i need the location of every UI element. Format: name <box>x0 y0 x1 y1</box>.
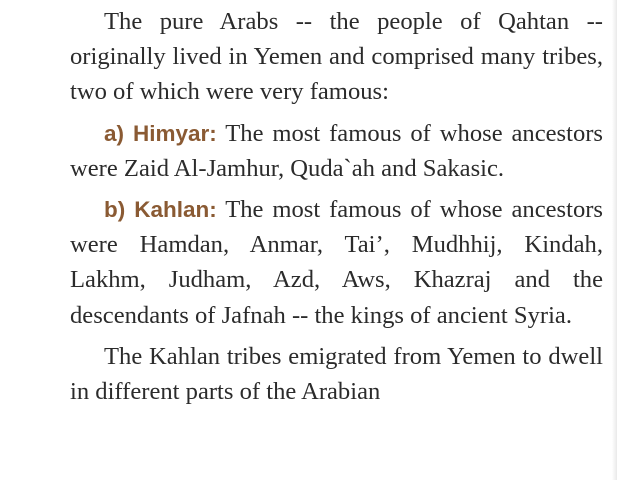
himyar-paragraph <box>70 116 603 186</box>
emigration-paragraph: The Kahlan tribes emigrated from Yemen to dwell in different parts of the Arabian <box>70 342 603 406</box>
kahlan-paragraph <box>70 192 603 333</box>
kahlan-text: The most famous of whose ancestors were Hamdan, Anmar, Tai’, Mudhhij, Kindah, Lakhm, Judham, Azd, Aws, Khazraj and the descendants of Jafnah -- the kings of ancient Syria. <box>70 196 603 329</box>
page-edge <box>612 0 617 480</box>
kahlan-label: b) Kahlan: <box>104 197 217 223</box>
himyar-label: a) Himyar: <box>104 120 217 146</box>
himyar-text: The most famous of whose ancestors were Zaid Al-Jamhur, Quda`ah and Sakasic. <box>70 119 604 182</box>
intro-paragraph: The pure Arabs -- the people of Qahtan -- originally lived in Yemen and comprised many tribes, two of which were very famous: <box>70 8 603 106</box>
